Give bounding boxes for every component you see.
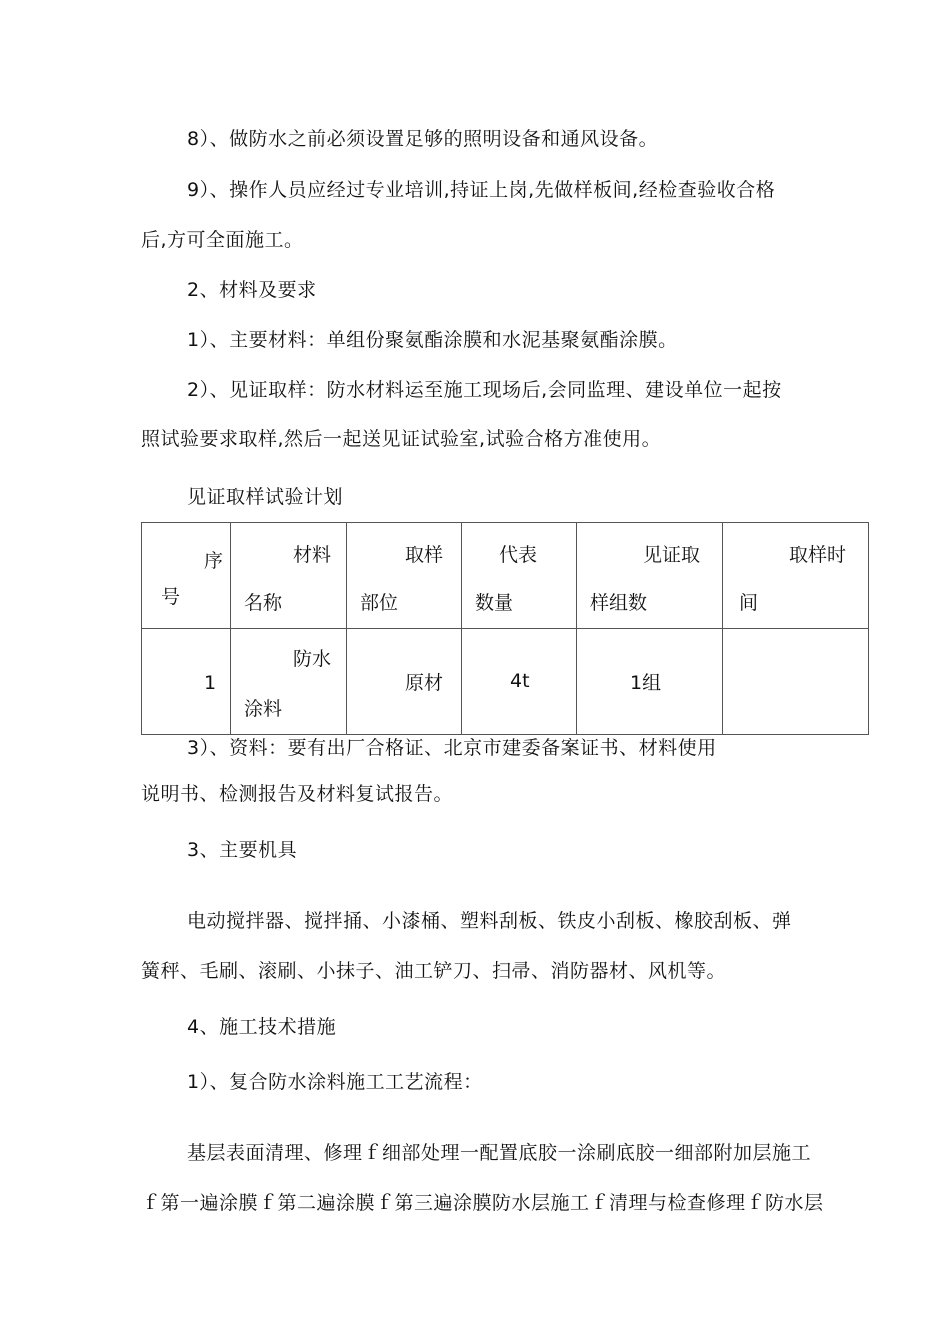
- header-text: 号: [161, 586, 181, 608]
- header-cell-no: [142, 523, 231, 629]
- paragraph-main-materials: 1）、主要材料：单组份聚氨酯涂膜和水泥基聚氨酯涂膜。: [187, 329, 678, 351]
- paragraph-flow-line2: ｆ第一遍涂膜ｆ第二遍涂膜ｆ第三遍涂膜防水层施工ｆ清理与检查修理ｆ防水层: [141, 1192, 824, 1214]
- header-text: 部位: [360, 592, 399, 614]
- section-heading-tools: 3、主要机具: [187, 839, 298, 861]
- header-text: 序: [204, 550, 224, 572]
- header-text: 取样时: [789, 544, 847, 566]
- header-text: 见证取: [643, 544, 701, 566]
- header-text: 名称: [244, 592, 283, 614]
- cell-text: 原材: [405, 672, 444, 694]
- cell-material: [231, 629, 347, 735]
- cell-text: 4t: [510, 670, 530, 692]
- paragraph-item-8: 8）、做防水之前必须设置足够的照明设备和通风设备。: [187, 128, 659, 150]
- paragraph-item-9-line1: 9）、操作人员应经过专业培训,持证上岗,先做样板间,经检查验收合格: [187, 179, 776, 201]
- paragraph-tools-line2: 簧秤、毛刷、滚刷、小抹子、油工铲刀、扫帚、消防器材、风机等。: [141, 960, 727, 982]
- paragraph-flow-line1: 基层表面清理、修理ｆ细部处理一配置底胶一涂刷底胶一细部附加层施工: [187, 1142, 812, 1164]
- cell-text: 防水: [293, 648, 332, 670]
- table-caption: 见证取样试验计划: [187, 486, 344, 508]
- section-heading-measures: 4、施工技术措施: [187, 1016, 337, 1038]
- header-text: 间: [739, 592, 759, 614]
- cell-text: 1组: [630, 672, 662, 694]
- header-cell-groups: [577, 523, 723, 629]
- section-heading-materials: 2、材料及要求: [187, 279, 317, 301]
- cell-quantity: [462, 629, 577, 735]
- sampling-plan-table: [141, 522, 869, 735]
- paragraph-documents-line1: 3）、资料：要有出厂合格证、北京市建委备案证书、材料使用: [187, 737, 717, 759]
- cell-groups: [577, 629, 723, 735]
- header-text: 数量: [475, 592, 514, 614]
- cell-text: 1: [204, 672, 217, 694]
- paragraph-sampling-line2: 照试验要求取样,然后一起送见证试验室,试验合格方准使用。: [141, 428, 662, 450]
- paragraph-flow-title: 1）、复合防水涂料施工工艺流程：: [187, 1071, 483, 1093]
- header-cell-location: [347, 523, 462, 629]
- paragraph-documents-line2: 说明书、检测报告及材料复试报告。: [141, 783, 454, 805]
- header-text: 材料: [293, 544, 332, 566]
- table-row: [142, 629, 869, 735]
- paragraph-item-9-line2: 后,方可全面施工。: [141, 229, 304, 251]
- cell-text: 涂料: [244, 698, 283, 720]
- cell-location: [347, 629, 462, 735]
- cell-no: [142, 629, 231, 735]
- header-text: 代表: [499, 544, 538, 566]
- header-cell-material: [231, 523, 347, 629]
- header-text: 取样: [405, 544, 444, 566]
- cell-time: [723, 629, 869, 735]
- header-text: 样组数: [590, 592, 648, 614]
- paragraph-tools-line1: 电动搅拌器、搅拌捅、小漆桶、塑料刮板、铁皮小刮板、橡胶刮板、弹: [187, 910, 792, 932]
- table-header-row: [142, 523, 869, 629]
- paragraph-sampling-line1: 2）、见证取样：防水材料运至施工现场后,会同监理、建设单位一起按: [187, 379, 782, 401]
- header-cell-time: [723, 523, 869, 629]
- header-cell-quantity: [462, 523, 577, 629]
